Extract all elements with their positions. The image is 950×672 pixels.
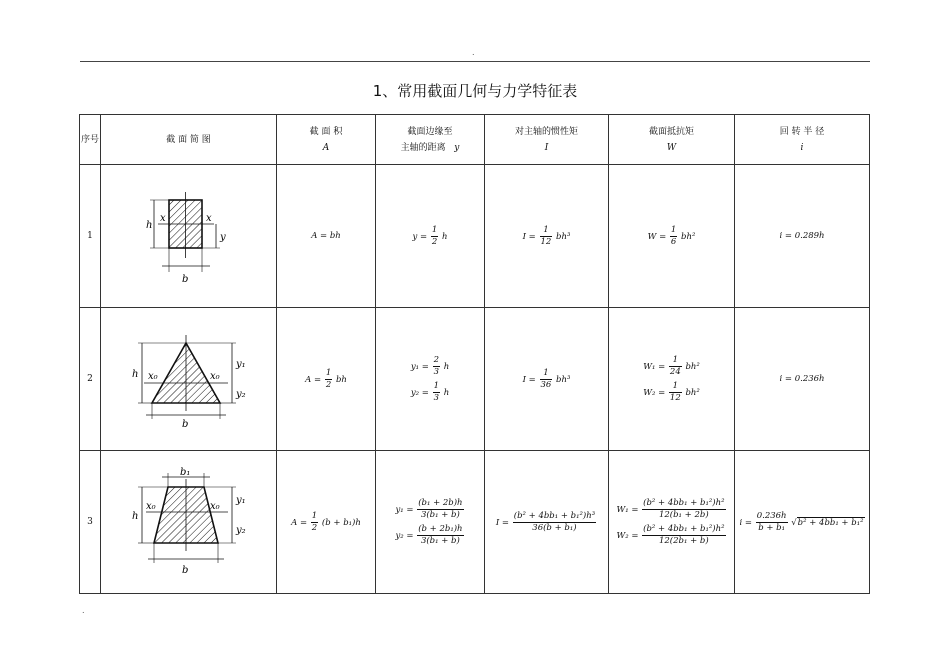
area-lhs: A =: [291, 517, 308, 528]
radius-sqrt: √b² + 4bb₁ + b₁²: [791, 517, 864, 528]
header-area-label: 截 面 积: [309, 126, 343, 137]
label-y1: y₁: [235, 495, 246, 506]
label-h: h: [145, 220, 152, 231]
section-properties-table: [79, 114, 870, 594]
label-b: b: [181, 565, 188, 576]
header-section: [101, 115, 277, 165]
area-formula: [277, 451, 376, 594]
area-rhs: (b + b₁)h: [321, 517, 361, 528]
distance-lhs: y =: [412, 231, 428, 242]
inertia-rhs: bh³: [556, 231, 571, 242]
label-x0-right: x₀: [209, 371, 220, 382]
page-dot-bottom: .: [82, 606, 85, 615]
table-row: [80, 308, 870, 451]
label-b: b: [181, 274, 188, 285]
radius-text: i = 0.236h: [779, 374, 825, 384]
area-fraction: $\frac{1}{2}$: [325, 367, 332, 390]
trapezoid-section-figure: [124, 467, 254, 577]
page-title: 1、常用截面几何与力学特征表: [372, 82, 578, 100]
inertia-rhs: bh³: [556, 374, 571, 385]
row-index: 2: [80, 308, 101, 451]
modulus-formula: W₁ = $\frac{\text{(b² + 4bb₁ + b₁²)h²}}{\text{12(b₁ + 2b)}}$ W₂ = $\frac{\text{(b² + 4bb₁ + b₁²)h²}}{\text{12(2b₁ + b)}}$: [609, 451, 735, 594]
area-formula: [277, 308, 376, 451]
modulus-fraction: $\frac{1}{6}$: [670, 224, 677, 247]
distance-formula: y₁ = $\frac{2}{3}$ h y₂ = $\frac{1}{3}$ h: [376, 308, 485, 451]
radius-lhs: i =: [739, 517, 753, 528]
table-row: [80, 165, 870, 308]
radius-formula: [735, 451, 870, 594]
header-modulus: [609, 115, 735, 165]
area-fraction: $\frac{1}{2}$: [311, 510, 318, 533]
header-inertia-symbol: I: [544, 142, 549, 153]
inertia-lhs: I =: [522, 231, 536, 242]
header-inertia: [485, 115, 609, 165]
radius-formula: [735, 308, 870, 451]
area-rhs: bh: [335, 374, 347, 385]
section-figure-cell: [101, 165, 277, 308]
row-index: 1: [80, 165, 101, 308]
label-y: y: [219, 232, 226, 243]
header-distance-label: 截面边缘至: [407, 126, 453, 137]
header-area: [277, 115, 376, 165]
distance-fraction: $\frac{1}{2}$: [431, 224, 438, 247]
modulus-formula: [609, 165, 735, 308]
triangle-section-figure: [124, 329, 254, 429]
header-index: [80, 115, 101, 165]
inertia-fraction: $\frac{1}{12}$: [540, 224, 552, 247]
modulus-formula: W₁ = $\frac{1}{24}$ bh² W₂ = $\frac{1}{12}$ bh²: [609, 308, 735, 451]
label-y1: y₁: [235, 359, 246, 370]
distance-formula: y₁ = $\frac{\text{(b₁ + 2b)h}}{\text{3(b₁ + b)}}$ y₂ = $\frac{\text{(b + 2b₁)h}}{\text{3(b₁ + b)}}$: [376, 451, 485, 594]
row-index: 3: [80, 451, 101, 594]
inertia-formula: [485, 165, 609, 308]
inertia-lhs: I =: [522, 374, 536, 385]
label-x-left: x: [159, 213, 166, 224]
header-radius-symbol: i: [800, 142, 804, 153]
page-dot-top: .: [472, 48, 475, 57]
area-lhs: A =: [305, 374, 322, 385]
label-x-right: x: [205, 213, 212, 224]
header-radius: [735, 115, 870, 165]
header-index-label: 序号: [80, 134, 99, 145]
table-header-row: [80, 115, 870, 165]
header-distance-symbol: y: [454, 142, 460, 153]
label-x0-left: x₀: [147, 371, 158, 382]
section-figure-cell: [101, 451, 277, 594]
header-inertia-label: 对主轴的惯性矩: [514, 126, 578, 137]
modulus-lhs: W =: [647, 231, 667, 242]
radius-fraction: $\frac{0.236h}{\text{b + b₁}}$: [756, 510, 787, 533]
inertia-formula: [485, 308, 609, 451]
label-b1: b₁: [179, 467, 190, 478]
header-section-label: 截 面 简 图: [166, 134, 211, 145]
header-radius-label: 回 转 半 径: [779, 126, 825, 137]
header-area-symbol: A: [322, 142, 330, 153]
section-figure-cell: [101, 308, 277, 451]
header-rule: [80, 61, 870, 62]
header-distance: [376, 115, 485, 165]
modulus-rhs: bh²: [681, 231, 696, 242]
label-h: h: [131, 369, 138, 380]
table-row: [80, 451, 870, 594]
label-h: h: [131, 511, 138, 522]
header-distance-label2: 主轴的距离: [400, 142, 446, 153]
inertia-fraction: $\frac{\text{(b² + 4bb₁ + b₁²)h³}}{\text{36(b + b₁)}}$: [513, 510, 596, 533]
radius-text: i = 0.289h: [779, 231, 825, 241]
radius-formula: [735, 165, 870, 308]
area-text: A = bh: [311, 231, 341, 241]
inertia-fraction: $\frac{1}{36}$: [540, 367, 552, 390]
label-y2: y₂: [235, 525, 246, 536]
label-b: b: [181, 419, 188, 429]
inertia-formula: [485, 451, 609, 594]
label-x0-right: x₀: [209, 501, 220, 512]
rectangle-section-figure: [124, 186, 254, 286]
label-y2: y₂: [235, 389, 246, 400]
distance-rhs: h: [441, 231, 448, 242]
label-x0-left: x₀: [145, 501, 156, 512]
header-modulus-label: 截面抵抗矩: [648, 126, 694, 137]
inertia-lhs: I =: [495, 517, 510, 528]
area-formula: [277, 165, 376, 308]
header-modulus-symbol: W: [666, 142, 677, 153]
distance-formula: [376, 165, 485, 308]
